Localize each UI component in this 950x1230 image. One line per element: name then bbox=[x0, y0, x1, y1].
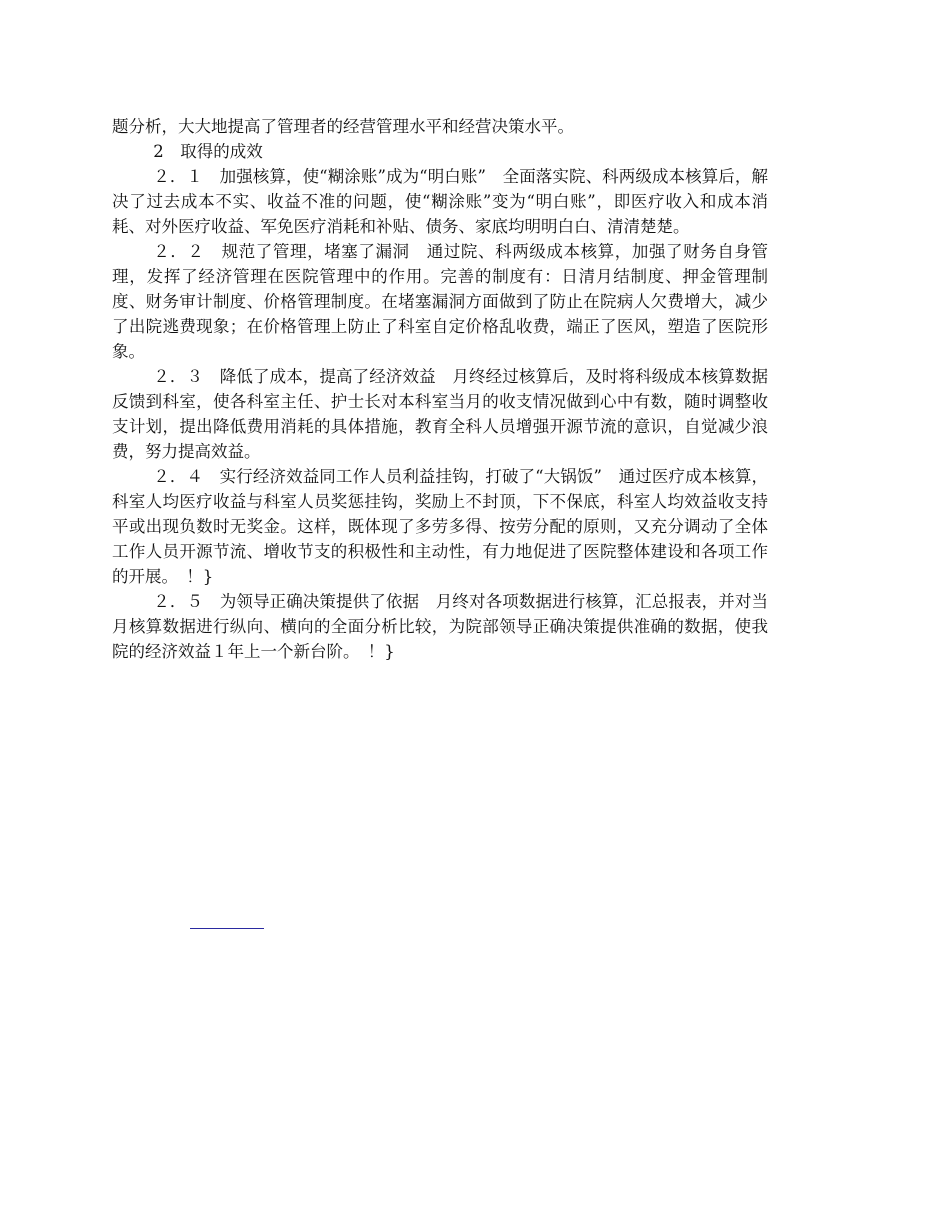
paragraph-2-2: ２．２ 规范了管理，堵塞了漏洞 通过院、科两级成本核算，加强了财务自身管理，发挥了经济管理在医院管理中的作用。完善的制度有：日清月结制度、押金管理制度、财务审计制度、价格管理制度。在堵塞漏洞方面做到了防止在院病人欠费增大，减少了出院逃费现象；在价格管理上防止了科室自定价格乱收费，端正了医风，塑造了医院形象。 bbox=[112, 242, 768, 361]
paragraph-2-3: ２．３ 降低了成本，提高了经济效益 月终经过核算后，及时将科级成本核算数据反馈到科室，使各科室主任、护士长对本科室当月的收支情况做到心中有数，随时调整收支计划，提出降低费用消耗的具体措施，教育全科人员增强开源节流的意识，自觉减少浪费，努力提高效益。 bbox=[112, 367, 768, 461]
footnote-separator bbox=[190, 928, 264, 929]
body-text bbox=[112, 114, 768, 664]
paragraph-2-4: ２．４ 实行经济效益同工作人员利益挂钩，打破了“大锅饭” 通过医疗成本核算，科室人均医疗收益与科室人员奖惩挂钩，奖励上不封顶，下不保底，科室人均效益收支持平或出现负数时无奖金。这样，既体现了多劳多得、按劳分配的原则，又充分调动了全体工作人员开源节流、增收节支的积极性和主动性，有力地促进了医院整体建设和各项工作的开展。 ！} bbox=[112, 467, 768, 586]
paragraph-2-5: ２．５ 为领导正确决策提供了依据 月终对各项数据进行核算，汇总报表，并对当月核算数据进行纵向、横向的全面分析比较，为院部领导正确决策提供准确的数据，使我院的经济效益１年上一个新台阶。 ！} bbox=[112, 592, 768, 661]
paragraph-continuation: 题分析，大大地提高了管理者的经营管理水平和经营决策水平。 bbox=[112, 117, 574, 136]
paragraph-2-1: ２．１ 加强核算，使“糊涂账”成为“明白账” 全面落实院、科两级成本核算后，解决了过去成本不实、收益不准的问题，使“糊涂账”变为“明白账”，即医疗收入和成本消耗、对外医疗收益、军免医疗消耗和补贴、债务、家底均明明白白、清清楚楚。 bbox=[112, 167, 768, 236]
section-heading: 2 取得的成效 bbox=[153, 142, 263, 161]
